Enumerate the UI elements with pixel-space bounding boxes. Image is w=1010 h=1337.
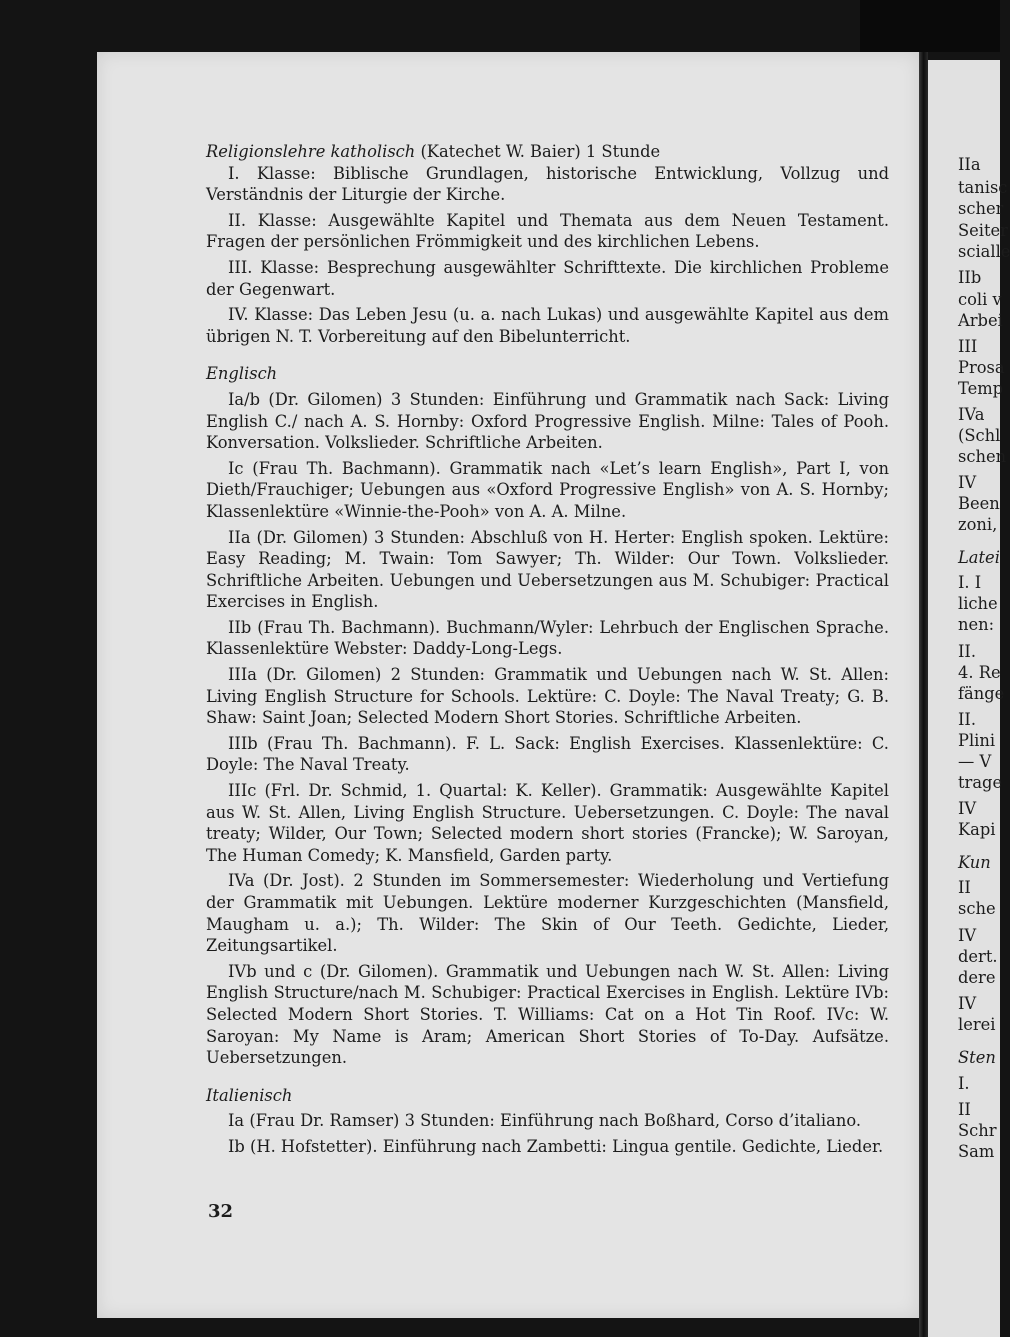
background-dark-corner	[860, 0, 1000, 52]
facing-page-text-fragment: I.	[958, 1074, 970, 1093]
facing-page-text-fragment: IV	[958, 473, 977, 492]
facing-page-text-fragment: IV	[958, 799, 977, 818]
facing-page-text-fragment: II	[958, 878, 971, 897]
book-gutter	[919, 52, 928, 1337]
paragraph: IIb (Frau Th. Bachmann). Buchmann/Wyler: Lehrbuch der Englischen Sprache. Klassenlektüre Webster: Daddy-Long-Legs.	[206, 617, 889, 659]
facing-page-text-fragment: IIb	[958, 268, 982, 287]
paragraph: IVa (Dr. Jost). 2 Stunden im Sommersemester: Wiederholung und Vertiefung der Grammatik mit Uebungen. Lektüre moderner Kurzgeschichten (Mansfield, Maugham u. a.); Th. Wilder: The Skin of Our Teeth. Gedichte, Lieder, Zeitungsartikel.	[206, 871, 889, 956]
paragraph: IVb und c (Dr. Gilomen). Grammatik und Uebungen nach W. St. Allen: Living English Structure/nach M. Schubiger: Practical Exercises in English. Lektüre IVb: Selected Modern Short Stories. T. Williams: Cat on a Hot Tin Roof. IVc: W. Saroyan: My Name is Aram; American Short Stories of To-Day. Aufsätze. Uebersetzungen.	[206, 961, 889, 1068]
facing-page-text-fragment: (Schl	[958, 426, 1001, 445]
paragraph: II. Klasse: Ausgewählte Kapitel und Themata aus dem Neuen Testament. Fragen der persönlichen Frömmigkeit und des kirchlichen Lebens.	[206, 210, 889, 252]
facing-page-text-fragment: dert.	[958, 947, 998, 966]
section-heading: Italienisch	[206, 1085, 293, 1105]
facing-page-text-fragment: Temp	[958, 379, 1004, 398]
facing-page-text-fragment: Prosa	[958, 358, 1005, 377]
facing-page-text-fragment: Sam	[958, 1142, 995, 1161]
section-englisch	[206, 363, 889, 1068]
section-religion	[206, 141, 889, 347]
facing-page-text-fragment: sche	[958, 899, 996, 918]
facing-page-text-fragment: Been	[958, 494, 1000, 513]
facing-page-text-fragment: zoni,	[958, 515, 998, 534]
paragraph: III. Klasse: Besprechung ausgewählter Schrifttexte. Die kirchlichen Probleme der Gegenwart.	[206, 257, 889, 299]
facing-page-text-fragment: tanisc	[958, 178, 1008, 197]
facing-page-text-fragment: lerei	[958, 1015, 996, 1034]
paragraph: IIIa (Dr. Gilomen) 2 Stunden: Grammatik und Uebungen nach W. St. Allen: Living English Structure for Schools. Lektüre: C. Doyle: The Naval Treaty; G. B. Shaw: Saint Joan; Selected Modern Short Stories. Schriftliche Arbeiten.	[206, 665, 889, 728]
facing-page-text-fragment: — V	[958, 752, 992, 771]
page-number: 32	[208, 1201, 234, 1222]
facing-page-text-fragment: Schr	[958, 1121, 997, 1140]
facing-page-text-fragment: II	[958, 1100, 971, 1119]
facing-page-text-fragment: dere	[958, 968, 996, 987]
facing-page-text-fragment: I. I	[958, 573, 982, 592]
facing-page-text-fragment: scialle	[958, 242, 1010, 261]
right-page-fragment	[928, 60, 1010, 1337]
paragraph: Ib (H. Hofstetter). Einführung nach Zambetti: Lingua gentile. Gedichte, Lieder.	[228, 1136, 884, 1156]
paragraph: IIa (Dr. Gilomen) 3 Stunden: Abschluß von H. Herter: English spoken. Lektüre: Easy Reading; M. Twain: Tom Sawyer; Th. Wilder: Our Town. Volkslieder. Schriftliche Arbeiten. Uebungen und Uebersetzungen aus M. Schubiger: Practical Exercises in English.	[206, 527, 889, 612]
facing-page-text-fragment: IV	[958, 926, 977, 945]
paragraph: IIIb (Frau Th. Bachmann). F. L. Sack: English Exercises. Klassenlektüre: C. Doyle: The Naval Treaty.	[206, 733, 889, 775]
section-heading-detail: (Katechet W. Baier) 1 Stunde	[415, 142, 661, 161]
paragraph: I. Klasse: Biblische Grundlagen, historische Entwicklung, Vollzug und Verständnis der Liturgie der Kirche.	[206, 163, 889, 205]
facing-page-text-fragment: trage	[958, 773, 1003, 792]
facing-page-text-fragment: coli v	[958, 290, 1002, 309]
section-heading-title: Religionslehre katholisch	[206, 142, 416, 161]
facing-page-text-fragment: nen:	[958, 615, 995, 634]
section-italienisch	[206, 1085, 889, 1158]
facing-page-text-fragment: Plini	[958, 731, 996, 750]
facing-page-text-fragment: 4. Re	[958, 663, 1001, 682]
paragraph: IV. Klasse: Das Leben Jesu (u. a. nach Lukas) und ausgewählte Kapitel aus dem übrigen N. T. Vorbereitung auf den Bibelunterricht.	[206, 305, 889, 346]
facing-page-text-fragment: liche	[958, 594, 998, 613]
facing-page-text-fragment: Latei	[958, 548, 1000, 567]
facing-page-text-fragment: III	[958, 337, 978, 356]
paragraph: IIIc (Frl. Dr. Schmid, 1. Quartal: K. Keller). Grammatik: Ausgewählte Kapitel aus W. St. Allen, Living English Structure. Uebersetzungen. C. Doyle: The naval treaty; Wilder, Our Town; Selected modern short stories (Francke); W. Saroyan, The Human Comedy; K. Mansfield, Garden party.	[206, 781, 889, 865]
section-heading: Englisch	[206, 364, 278, 384]
facing-page-text-fragment: fänge	[958, 684, 1005, 703]
facing-page-text-fragment: Sten	[958, 1048, 996, 1067]
paragraph: Ia (Frau Dr. Ramser) 3 Stunden: Einführung nach Boßhard, Corso d’italiano.	[228, 1111, 862, 1131]
facing-page-text-fragment: scher	[958, 199, 1004, 218]
facing-page-text-fragment: Seiter	[958, 221, 1008, 240]
paragraph: Ic (Frau Th. Bachmann). Grammatik nach «Let’s learn English», Part I, von Dieth/Frauchiger; Uebungen aus «Oxford Progressive English» von A. S. Hornby; Klassenlektüre «Winnie-the-Pooh» von A. A. Milne.	[206, 458, 889, 521]
facing-page-text-fragment: Arbei	[958, 311, 1003, 330]
facing-page-text-fragment: IVa	[958, 405, 985, 424]
facing-page-text-fragment: II.	[958, 642, 977, 661]
section-heading	[206, 141, 889, 163]
facing-page-text-fragment: Kun	[958, 853, 991, 872]
facing-page-text-fragment: II.	[958, 710, 977, 729]
page-body	[206, 141, 889, 1162]
facing-page-text-fragment: IIa	[958, 155, 981, 174]
facing-page-text-fragment: IV	[958, 994, 977, 1013]
facing-page-text-fragment: Kapi	[958, 820, 996, 839]
facing-page-text-fragment: schen	[958, 447, 1007, 466]
paragraph: Ia/b (Dr. Gilomen) 3 Stunden: Einführung und Grammatik nach Sack: Living English C./ nach A. S. Hornby: Oxford Progressive English. Milne: Tales of Pooh. Konversation. Volkslieder. Schriftliche Arbeiten.	[206, 389, 889, 453]
